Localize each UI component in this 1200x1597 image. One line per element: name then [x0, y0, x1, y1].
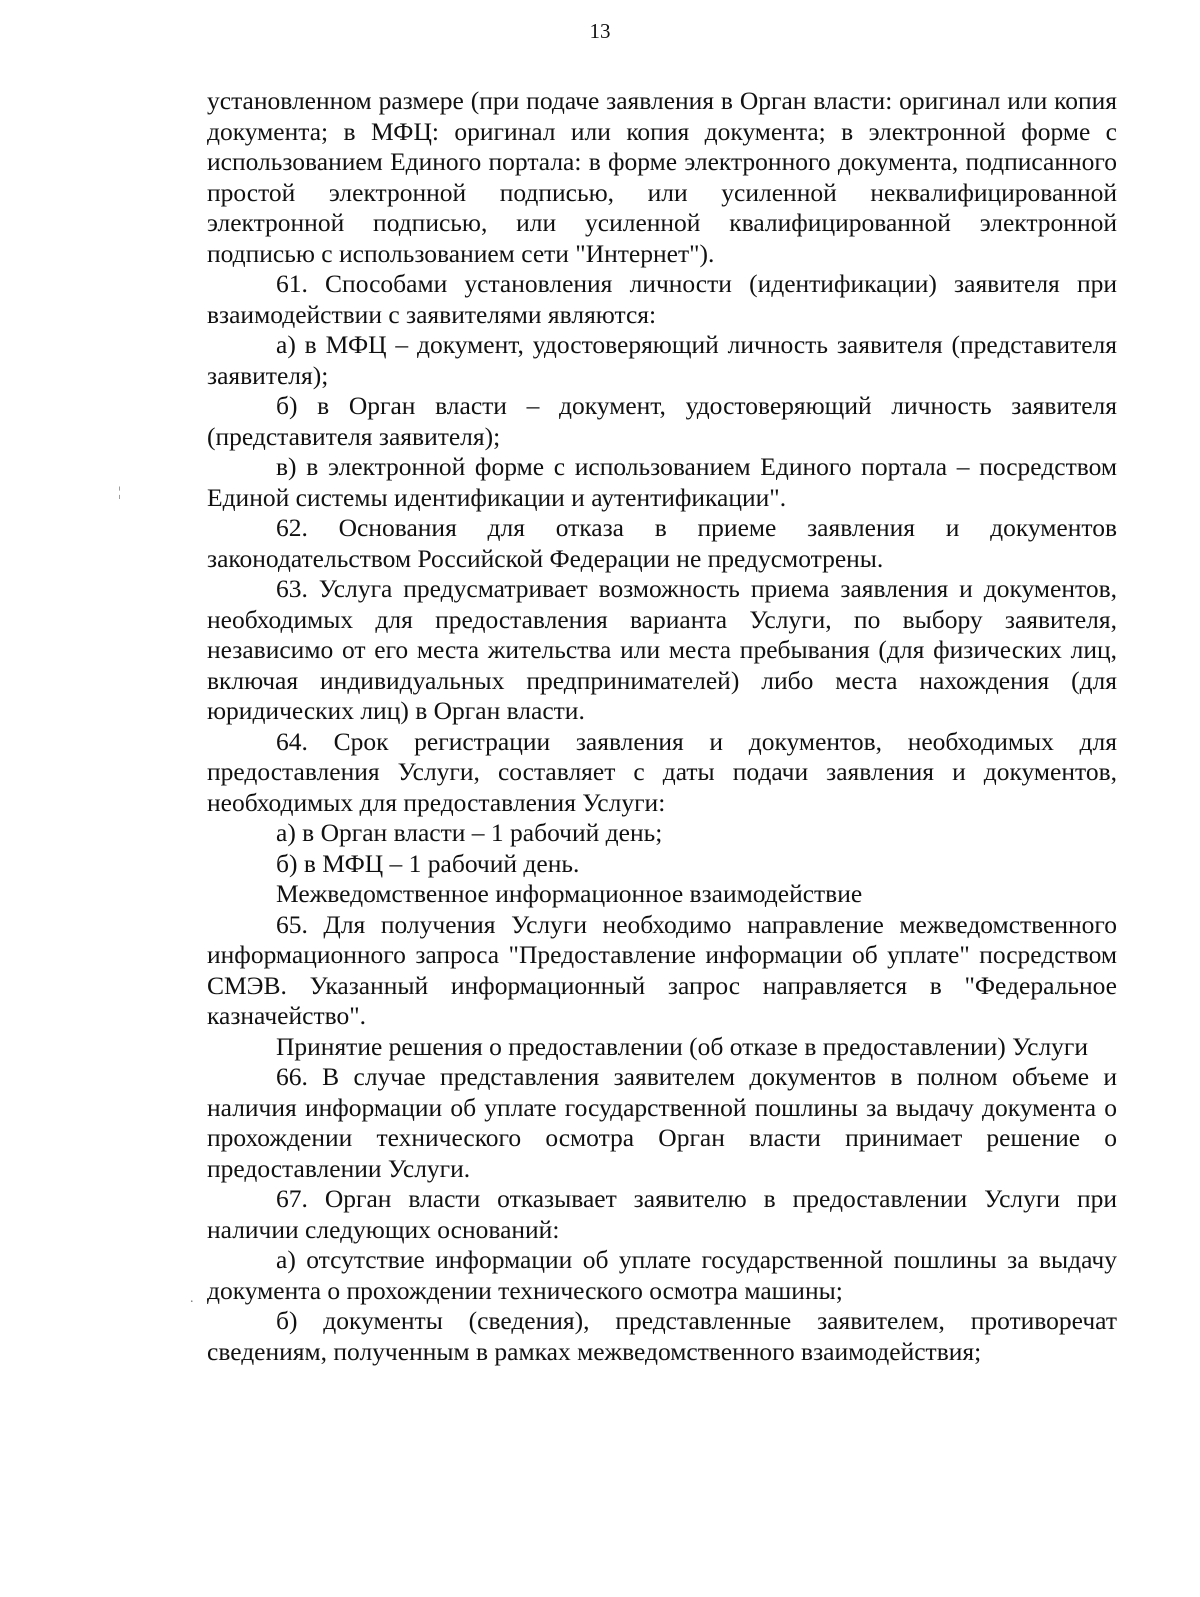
section-heading-decision: Принятие решения о предоставлении (об отказе в предоставлении) Услуги [276, 1031, 1089, 1061]
paragraph-61-c: в) в электронной форме с использованием Единого портала – посредством Единой системы идентификации и аутентификации". [207, 452, 1117, 512]
section-heading-interagency: Межведомственное информационное взаимодействие [276, 879, 863, 908]
paragraph-62: 62. Основания для отказа в приеме заявления и документов законодательством Российской Федерации не предусмотрены. [207, 513, 1117, 573]
paragraph-63: 63. Услуга предусматривает возможность приема заявления и документов, необходимых для предоставления варианта Услуги, по выбору заявителя, независимо от его места жительства или места пребывания (для физических лиц, включая индивидуальных предпринимателей) либо места нахождения (для юридических лиц) в Орган власти. [207, 574, 1117, 725]
scan-artifact-dot: . [190, 1291, 194, 1306]
scan-artifact-mark: ¦ [118, 485, 121, 500]
paragraph-65: 65. Для получения Услуги необходимо направление межведомственного информационного запроса "Предоставление информации об уплате" посредством СМЭВ. Указанный информационный запрос направляется в "Федеральное казначейство". [207, 909, 1117, 1030]
paragraph-66: 66. В случае представления заявителем документов в полном объеме и наличия информации об уплате государственной пошлины за выдачу документа о прохождении технического осмотра Орган власти принимает решение о предоставлении Услуги. [207, 1062, 1117, 1183]
paragraph-61-a: а) в МФЦ – документ, удостоверяющий личность заявителя (представителя заявителя); [207, 330, 1117, 390]
paragraph-61: 61. Способами установления личности (идентификации) заявителя при взаимодействии с заявителями являются: [207, 269, 1117, 329]
paragraph-61-b: б) в Орган власти – документ, удостоверяющий личность заявителя (представителя заявителя); [207, 391, 1117, 451]
paragraph-67: 67. Орган власти отказывает заявителю в предоставлении Услуги при наличии следующих оснований: [207, 1184, 1117, 1244]
page-number: 13 [589, 19, 611, 43]
paragraph-67-b: б) документы (сведения), представленные заявителем, противоречат сведениям, полученным в рамках межведомственного взаимодействия; [207, 1306, 1117, 1366]
paragraph-64-b: б) в МФЦ – 1 рабочий день. [276, 848, 580, 878]
paragraph-64: 64. Срок регистрации заявления и документов, необходимых для предоставления Услуги, составляет с даты подачи заявления и документов, необходимых для предоставления Услуги: [207, 726, 1117, 817]
paragraph-continuation: установленном размере (при подаче заявления в Орган власти: оригинал или копия документа; в МФЦ: оригинал или копия документа; в электронной форме с использованием Единого портала: в форме электронного документа, подписанного простой электронной подписью, или усиленной неквалифицированной электронной подписью, или усиленной квалифицированной электронной подписью с использованием сети "Интернет"). [207, 86, 1117, 268]
paragraph-67-a: а) отсутствие информации об уплате государственной пошлины за выдачу документа о прохождении технического осмотра машины; [207, 1245, 1117, 1305]
paragraph-64-a: а) в Орган власти – 1 рабочий день; [276, 818, 663, 847]
document-body [207, 86, 1117, 1367]
